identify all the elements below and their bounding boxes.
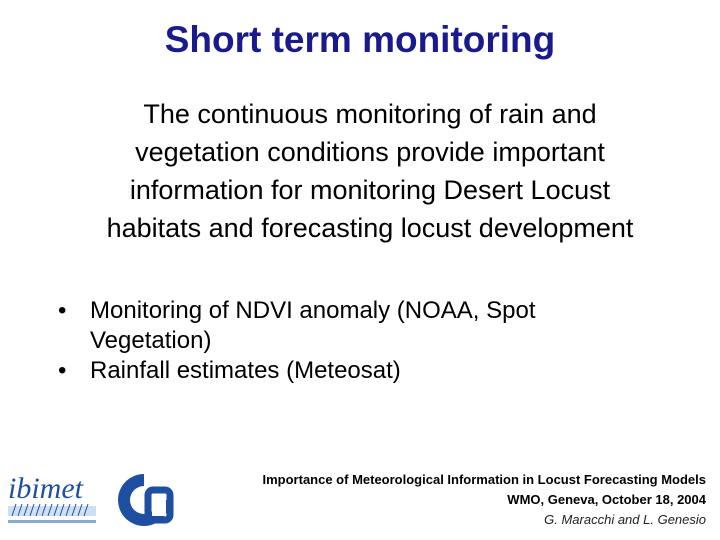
bullet-text: Rainfall estimates (Meteosat)	[90, 357, 401, 384]
footer-event-title: Importance of Meteorological Information in Locust Forecasting Models	[262, 472, 706, 487]
slide-title: Short term monitoring	[164, 19, 556, 60]
cnr-logo	[108, 470, 180, 528]
bullet-item	[58, 296, 678, 356]
bullet-text: Monitoring of NDVI anomaly (NOAA, Spot	[90, 297, 536, 324]
intro-paragraph	[40, 95, 700, 247]
bullet-item	[58, 356, 678, 386]
intro-line: The continuous monitoring of rain and	[143, 99, 597, 129]
footer-event-venue: WMO, Geneva, October 18, 2004	[507, 492, 706, 507]
intro-line: habitats and forecasting locust development	[106, 213, 634, 243]
ibimet-logo	[6, 468, 98, 528]
ibimet-logo-text: ibimet	[8, 472, 83, 505]
intro-line: information for monitoring Desert Locust	[129, 175, 611, 205]
bullet-list	[58, 296, 678, 386]
footer-authors: G. Maracchi and L. Genesio	[544, 512, 706, 527]
footer	[263, 470, 707, 530]
bullet-text-continued: Vegetation)	[90, 327, 212, 354]
intro-line: vegetation conditions provide important	[135, 137, 605, 167]
